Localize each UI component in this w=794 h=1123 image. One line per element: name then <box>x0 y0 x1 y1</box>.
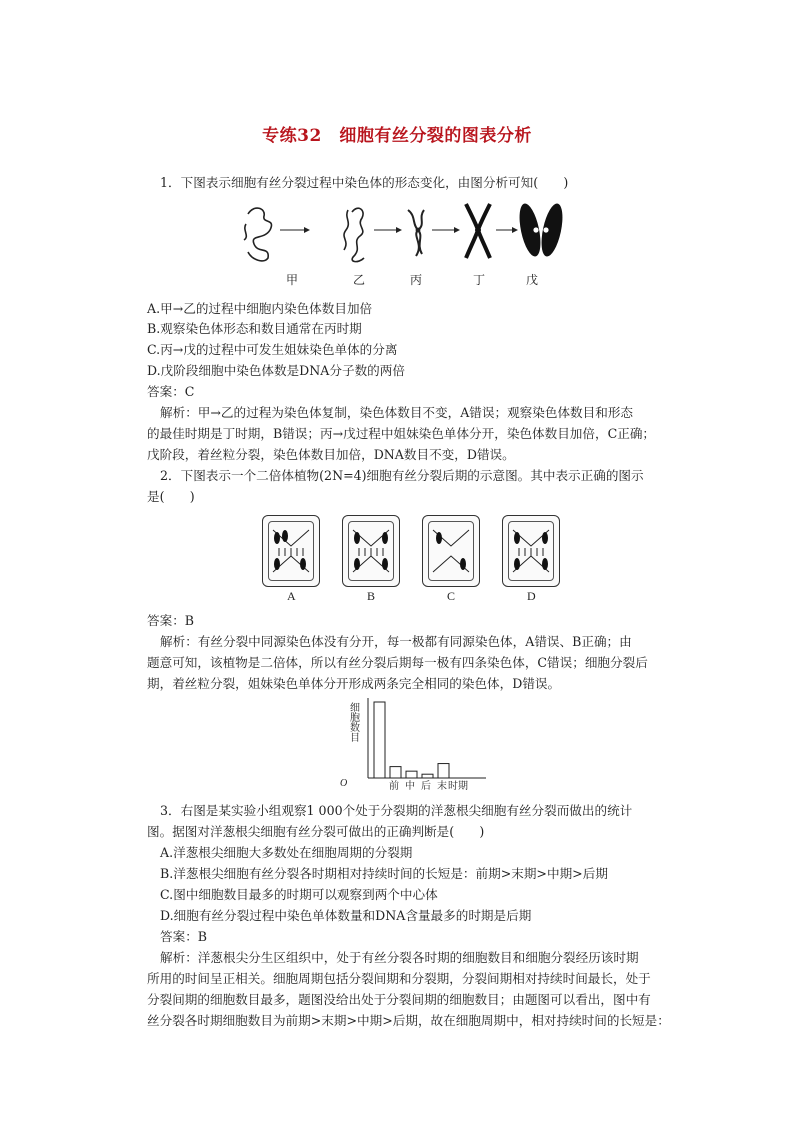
chart-tick-label: 后 <box>421 781 431 792</box>
chromosome-wu-left <box>516 202 545 259</box>
q3-option-a: A.洋葱根尖细胞大多数处在细胞周期的分裂期 <box>160 845 413 860</box>
chart-bar-4 <box>438 764 449 778</box>
q2-analysis-line: 期，着丝粒分裂，姐妹染色单体分开形成两条完全相同的染色体，D错误。 <box>147 676 561 691</box>
chart-tick-label: 末 <box>437 781 447 792</box>
q1-analysis-line: 戊阶段，着丝粒分裂，染色体数目加倍，DNA数目不变，D错误。 <box>147 447 515 462</box>
q3-analysis-line: 分裂间期的细胞数目最多，题图没给出处于分裂间期的细胞数目；由题图可以看出，图中有 <box>147 992 651 1007</box>
q1-option-c: C.丙→戊的过程中可发生姐妹染色单体的分离 <box>147 342 398 357</box>
chart-tick-label: 中 <box>405 781 415 792</box>
cell-label-d: D <box>527 589 536 603</box>
q3-option-d: D.细胞有丝分裂过程中染色单体数量和DNA含量最多的时期是后期 <box>160 908 532 923</box>
q1-option-d: D.戊阶段细胞中染色体数是DNA分子数的两倍 <box>147 363 405 378</box>
cell-label-c: C <box>447 589 456 603</box>
chromatin-yi <box>344 208 364 261</box>
chromatin-jia <box>244 208 272 261</box>
label-wu: 戊 <box>526 273 539 287</box>
label-bing: 丙 <box>410 273 423 287</box>
chromosome-wu-right <box>538 202 567 259</box>
q2-answer: 答案：B <box>147 613 195 628</box>
chart-tick-label: 前 <box>389 781 399 792</box>
q3-option-c: C.图中细胞数目最多的时期可以观察到两个中心体 <box>160 887 438 902</box>
q3-option-b: B.洋葱根尖细胞有丝分裂各时期相对持续时间的长短是：前期>末期>中期>后期 <box>160 866 608 881</box>
cell-label-a: A <box>287 589 296 603</box>
label-jia: 甲 <box>286 273 299 287</box>
cell-count-bar-chart <box>340 698 490 794</box>
q3-analysis-line: 所用的时间呈正相关。细胞周期包括分裂间期和分裂期，分裂间期相对持续时间最长，处于 <box>147 971 651 986</box>
q1-option-b: B.观察染色体形态和数目通常在丙时期 <box>147 321 362 336</box>
q1-option-a: A.甲→乙的过程中细胞内染色体数目加倍 <box>147 301 373 316</box>
cell-label-b: B <box>367 589 376 603</box>
chart-bar-1 <box>390 767 401 778</box>
chart-bar-3 <box>422 774 433 778</box>
q3-analysis-line: 丝分裂各时期细胞数目为前期>末期>中期>后期，故在细胞周期中，相对持续时间的长短是： <box>147 1013 670 1028</box>
q3-answer: 答案：B <box>160 929 208 944</box>
chromosome-bing <box>408 210 424 256</box>
q1-answer: 答案：C <box>147 384 195 399</box>
q2-stem-line: 2．下图表示一个二倍体植物(2N=4)细胞有丝分裂后期的示意图。其中表示正确的图示 <box>160 468 644 483</box>
chart-bar-0 <box>374 702 385 778</box>
chart-xlabel: 时期 <box>448 781 468 792</box>
page-title: 专练32 细胞有丝分裂的图表分析 <box>262 126 532 146</box>
label-yi: 乙 <box>353 273 366 287</box>
q1-stem: 1．下图表示细胞有丝分裂过程中染色体的形态变化，由图分析可知( ) <box>160 175 569 190</box>
cell-diagram-c <box>422 515 480 587</box>
cell-diagram-b <box>342 515 400 587</box>
q2-analysis-line: 题意可知，该植物是二倍体，所以有丝分裂后期每一极有四条染色体，C错误；细胞分裂后 <box>147 655 648 670</box>
q1-analysis-line: 解析：甲→乙的过程为染色体复制，染色体数目不变，A错误；观察染色体数目和形态 <box>160 405 634 420</box>
chromosome-morphology-figure <box>240 200 570 270</box>
q3-stem-line: 图。据图对洋葱根尖细胞有丝分裂可做出的正确判断是( ) <box>147 824 485 839</box>
label-ding: 丁 <box>473 273 486 287</box>
chart-origin: O <box>340 778 348 789</box>
q1-analysis-line: 的最佳时期是丁时期，B错误；丙→戊过程中姐妹染色单体分开，染色体数目加倍，C正确； <box>147 426 656 441</box>
q3-analysis-line: 解析：洋葱根尖分生区组织中，处于有丝分裂各时期的细胞数目和细胞分裂经历该时期 <box>160 950 639 965</box>
q2-analysis-line: 解析：有丝分裂中同源染色体没有分开，每一极都有同源染色体，A错误、B正确；由 <box>160 634 632 649</box>
q3-stem-line: 3．右图是某实验小组观察1 000个处于分裂期的洋葱根尖细胞有丝分裂而做出的统计 <box>160 803 633 818</box>
q2-stem-line: 是( ) <box>147 489 195 504</box>
cell-diagram-a <box>262 515 320 587</box>
chart-ylabel: 细胞数目 <box>347 702 359 742</box>
chart-bar-2 <box>406 771 417 778</box>
cell-diagram-d <box>502 515 560 587</box>
